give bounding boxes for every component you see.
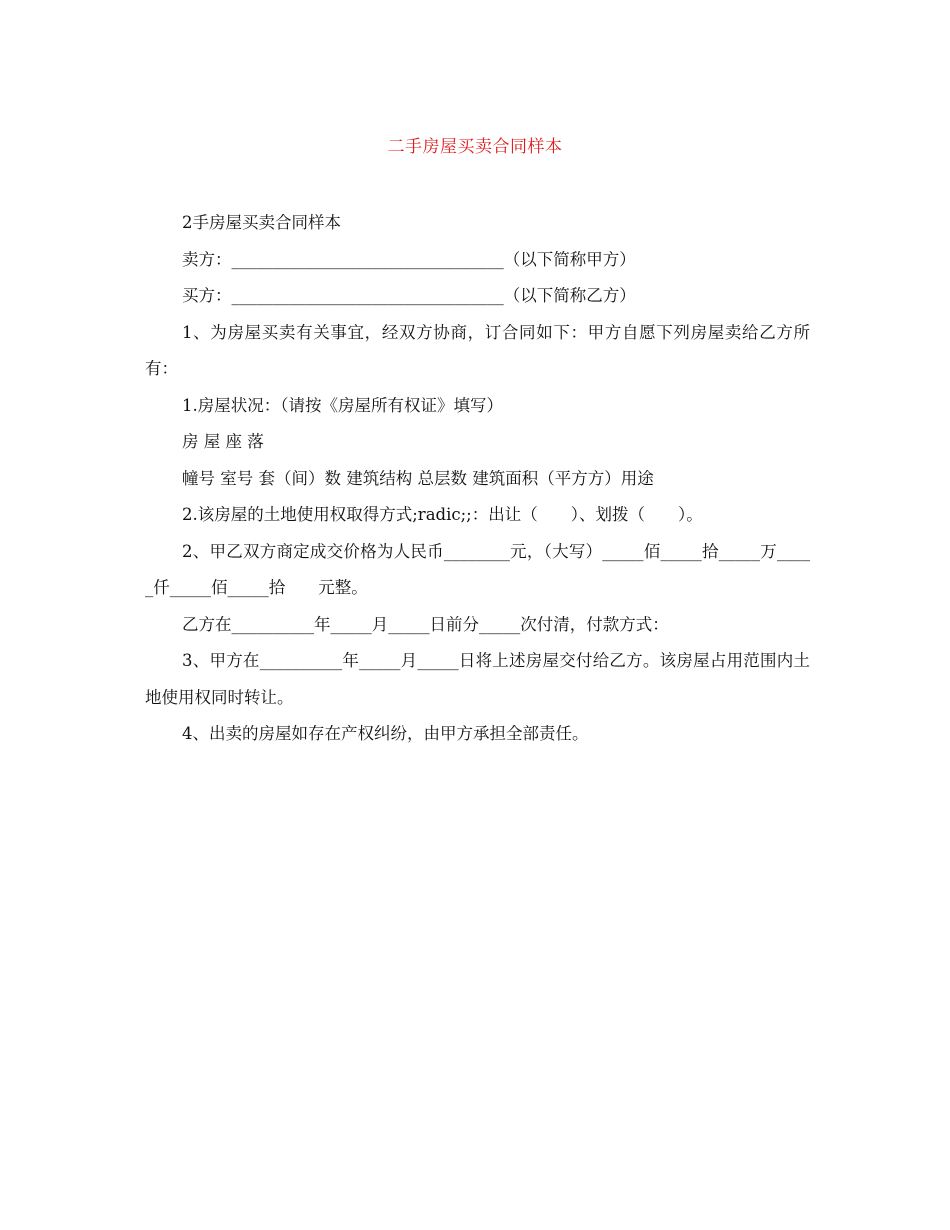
document-title: 二手房屋买卖合同样本	[387, 137, 563, 157]
land-use-right-line: 2.该房屋的土地使用权取得方式;radic;;：出让（ ）、划拨（ ）。	[182, 505, 703, 524]
payment-line: 乙方在__________年_____月_____日前分_____次付清，付款方式：	[182, 614, 669, 634]
house-location-label: 房 屋 座 落	[182, 432, 264, 451]
house-table-header: 幢号 室号 套（间）数 建筑结构 总层数 建筑面积（平方方）用途	[182, 468, 654, 488]
clause-3-delivery: 3、甲方在__________年_____月_____日将上述房屋交付给乙方。该房屋占用范围内土地使用权同时转让。	[145, 651, 810, 707]
clause-2-price: 2、甲乙双方商定成交价格为人民币________元，（大写）_____佰_____拾_____万_____仟_____佰_____拾 元整。	[145, 541, 810, 597]
seller-line: 卖方：_________________________________（以下简称甲方）	[182, 249, 636, 269]
subtitle-paragraph: 2手房屋买卖合同样本	[182, 213, 341, 232]
clause-1-intro: 1、为房屋买卖有关事宜，经双方协商，订合同如下：甲方自愿下列房屋卖给乙方所有：	[145, 322, 810, 378]
house-status-heading: 1.房屋状况：（请按《房屋所有权证》填写）	[182, 395, 503, 415]
clause-4-dispute: 4、出卖的房屋如存在产权纠纷，由甲方承担全部责任。	[182, 724, 589, 743]
buyer-line: 买方：_________________________________（以下简称乙方）	[182, 286, 636, 305]
document-body	[145, 205, 810, 753]
